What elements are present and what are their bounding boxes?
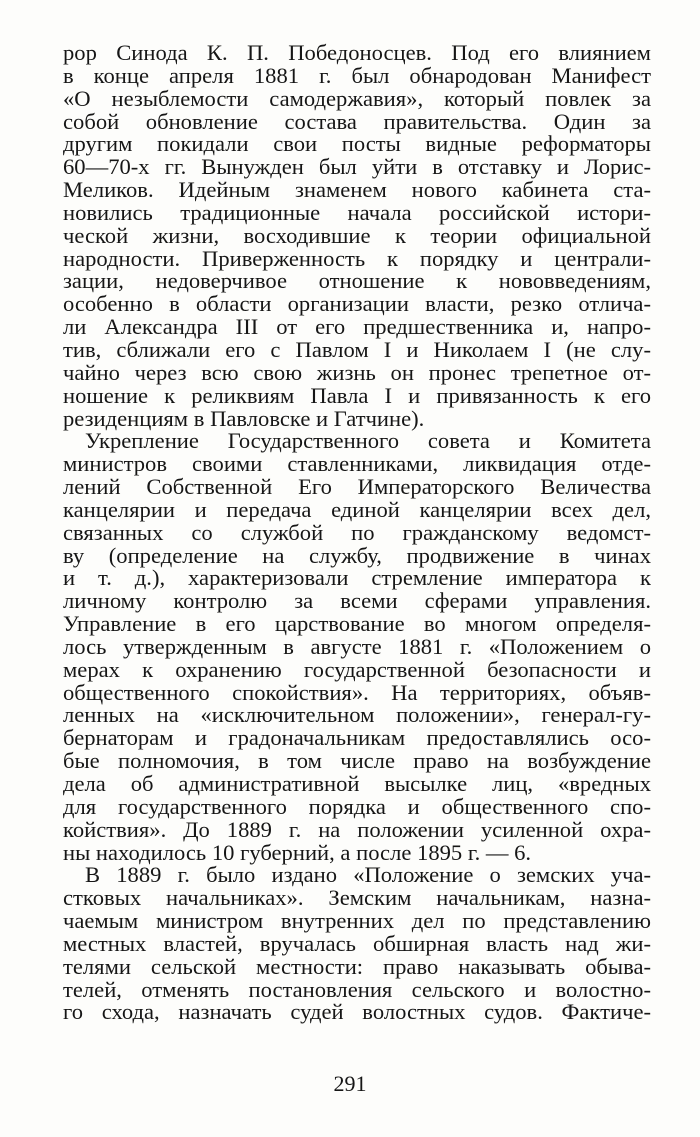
text-line: общественного спокойствия». На территориях, объяв- [63, 679, 651, 705]
text-line: Меликов. Идейным знаменем нового кабинета ста- [63, 177, 651, 203]
text-line: «О незыблемости самодержавия», который повлек за [63, 85, 651, 111]
text-line: мерах к охранению государственной безопасности и [63, 656, 651, 682]
text-line: ленных на «исключительном положении», генерал-гу- [63, 702, 651, 728]
text-line: личному контролю за всеми сферами управления. [63, 588, 651, 614]
text-line: чаемым министром внутренних дел по представлению [63, 908, 651, 934]
text-line: и т. д.), характеризовали стремление императора к [63, 565, 651, 591]
text-line: чайно через всю свою жизнь он пронес трепетное от- [63, 359, 651, 385]
text-line: ны находилось 10 губерний, а после 1895 г. — 6. [63, 839, 532, 865]
text-line: местных властей, вручалась обширная власть над жи- [63, 930, 651, 956]
text-line: 60—70-х гг. Вынужден был уйти в отставку и Лорис- [63, 154, 651, 180]
text-line: телями сельской местности: право наказывать обыва- [63, 953, 651, 979]
text-line: лений Собственной Его Императорского Величества [63, 474, 651, 500]
text-line: телей, отменять постановления сельского и волостно- [63, 976, 651, 1002]
text-line: зации, недоверчивое отношение к нововведениям, [63, 268, 651, 294]
text-line: резиденциям в Павловске и Гатчине). [63, 405, 425, 431]
text-line: го схода, назначать судей волостных судов. Фактиче- [63, 999, 651, 1025]
text-line: в конце апреля 1881 г. был обнародован Манифест [63, 62, 651, 88]
text-line: новились традиционные начала российской истори- [63, 199, 651, 225]
text-line: другим покидали свои посты видные реформаторы [63, 131, 651, 157]
text-line: министров своими ставленниками, ликвидация отде- [63, 451, 651, 477]
text-line: Укрепление Государственного совета и Комитета [85, 428, 651, 454]
text-line: связанных со службой по гражданскому ведомст- [63, 519, 651, 545]
text-line: лось утвержденным в августе 1881 г. «Положением о [63, 633, 651, 659]
text-line: бые полномочия, в том числе право на возбуждение [63, 748, 651, 774]
text-line: для государственного порядка и общественного спо- [63, 793, 651, 819]
text-line: дела об административной высылке лиц, «вредных [63, 771, 651, 796]
text-line: бернаторам и градоначальникам предоставлялись осо- [63, 725, 651, 751]
text-line: Управление в его царствование во многом определя- [63, 611, 651, 637]
text-line: тив, сближали его с Павлом I и Николаем I (не слу- [63, 336, 651, 362]
text-line: собой обновление состава правительства. Один за [63, 108, 651, 134]
text-line: особенно в области организации власти, резко отлича- [63, 291, 651, 317]
text-line: ли Александра III от его предшественника и, напро- [63, 314, 651, 340]
text-line: ческой жизни, восходившие к теории официальной [63, 222, 651, 248]
text-line: В 1889 г. было издано «Положение о земских уча- [85, 862, 651, 888]
text-line: стковых начальниках». Земским начальникам, назна- [63, 885, 651, 911]
page-number: 291 [333, 1071, 367, 1096]
text-line: рор Синода К. П. Победоносцев. Под его влиянием [63, 40, 651, 65]
text-line: койствия». До 1889 г. на положении усиленной охра- [63, 816, 651, 842]
text-line: ву (определение на службу, продвижение в чинах [63, 542, 651, 568]
body-text [63, 42, 651, 1024]
text-line: ношение к реликвиям Павла I и привязанность к его [63, 382, 651, 408]
text-line: канцелярии и передача единой канцелярии всех дел, [63, 496, 651, 522]
text-line: народности. Приверженность к порядку и централи- [63, 245, 651, 271]
